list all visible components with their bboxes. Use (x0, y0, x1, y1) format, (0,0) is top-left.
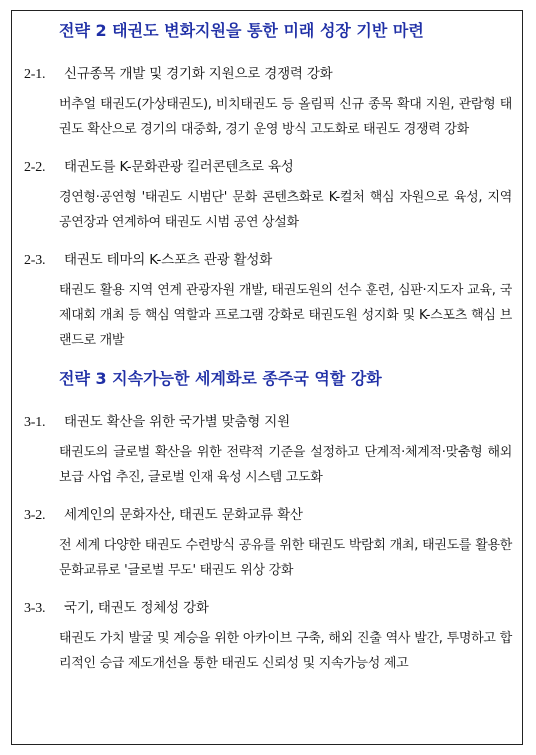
item-number: 2-2. (24, 160, 46, 175)
item-body: 경연형·공연형 '태권도 시범단' 문화 콘텐츠화로 K-컬처 핵심 자원으로 육성, 지역 공연장과 연계하여 태권도 시범 공연 상설화 (59, 190, 512, 230)
item-heading (12, 504, 522, 527)
item-number: 3-1. (24, 415, 46, 430)
item-3-1 (12, 411, 522, 490)
item-heading (12, 249, 522, 272)
item-title: 태권도 테마의 K-스포츠 관광 활성화 (64, 252, 273, 268)
item-heading (12, 411, 522, 434)
item-body: 태권도 활용 지역 연계 관광자원 개발, 태권도원의 선수 훈련, 심판·지도자 교육, 국제대회 개최 등 핵심 역할과 프로그램 강화로 태권도원 성지화 및 K-스포츠 핵심 브랜드로 개발 (59, 283, 512, 348)
item-body: 태권도 가치 발굴 및 계승을 위한 아카이브 구축, 해외 진출 역사 발간, 투명하고 합리적인 승급 제도개선을 통한 태권도 신뢰성 및 지속가능성 제고 (59, 631, 512, 671)
item-3-2 (12, 504, 522, 583)
item-title: 태권도 확산을 위한 국가별 맞춤형 지원 (64, 414, 290, 430)
item-number: 2-3. (24, 253, 46, 268)
item-body: 태권도의 글로벌 확산을 위한 전략적 기준을 설정하고 단계적·체계적·맞춤형 해외보급 사업 추진, 글로벌 인재 육성 시스템 고도화 (59, 445, 512, 485)
item-number: 3-2. (24, 508, 46, 523)
item-2-2 (12, 156, 522, 235)
item-title: 국기, 태권도 정체성 강화 (64, 600, 209, 616)
item-2-3 (12, 249, 522, 353)
item-number: 2-1. (24, 67, 46, 82)
item-body: 전 세계 다양한 태권도 수련방식 공유를 위한 태권도 박람회 개최, 태권도를 활용한 문화교류로 '글로벌 무도' 태권도 위상 강화 (59, 538, 512, 578)
item-body: 버추얼 태권도(가상태권도), 비치태권도 등 올림픽 신규 종목 확대 지원, 관람형 태권도 확산으로 경기의 대중화, 경기 운영 방식 고도화로 태권도 경쟁력 강화 (59, 97, 512, 137)
item-number: 3-3. (24, 601, 46, 616)
strategy-3-title: 전략 3 지속가능한 세계화로 종주국 역할 강화 (59, 369, 382, 388)
item-title: 신규종목 개발 및 경기화 지원으로 경쟁력 강화 (64, 66, 333, 82)
item-3-3 (12, 597, 522, 676)
item-title: 태권도를 K-문화관광 킬러콘텐츠로 육성 (64, 159, 294, 175)
strategy-2-title: 전략 2 태권도 변화지원을 통한 미래 성장 기반 마련 (59, 21, 424, 40)
item-heading (12, 597, 522, 620)
item-2-1 (12, 63, 522, 142)
item-title: 세계인의 문화자산, 태권도 문화교류 확산 (64, 507, 303, 523)
item-heading (12, 63, 522, 86)
document-box (11, 10, 523, 745)
item-heading (12, 156, 522, 179)
